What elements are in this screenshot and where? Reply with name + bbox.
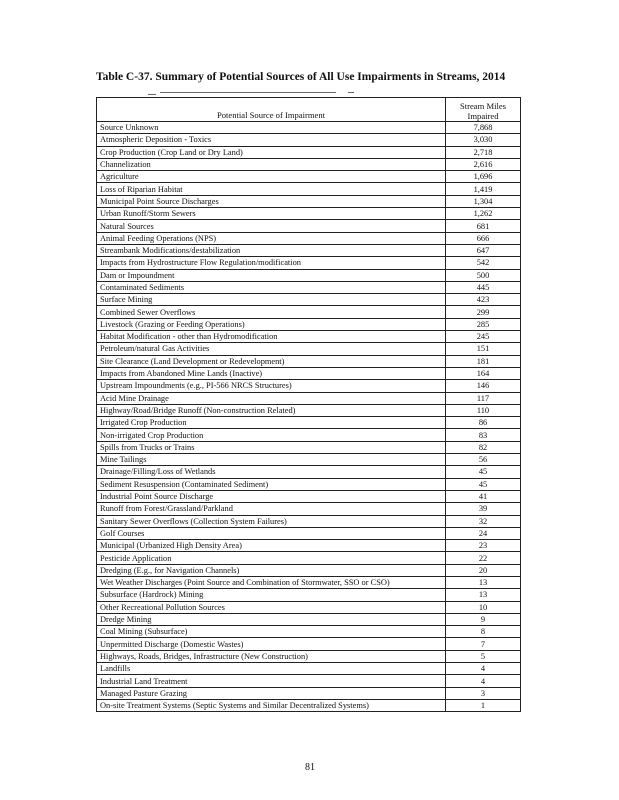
miles-cell: 3 [446,687,521,699]
miles-cell: 110 [446,404,521,416]
title-divider [160,92,336,93]
table-row [97,601,521,613]
source-cell: Urban Runoff/Storm Sewers [97,208,446,220]
table-row [97,675,521,687]
miles-cell: 82 [446,441,521,453]
impairment-sources-table [96,97,521,712]
source-cell: Site Clearance (Land Development or Redevelopment) [97,355,446,367]
table-row [97,417,521,429]
miles-cell: 3,030 [446,134,521,146]
source-cell: Coal Mining (Subsurface) [97,626,446,638]
source-cell: Sanitary Sewer Overflows (Collection System Failures) [97,515,446,527]
table-row [97,134,521,146]
source-cell: Municipal (Urbanized High Density Area) [97,540,446,552]
miles-cell: 1,696 [446,171,521,183]
table-row [97,183,521,195]
source-cell: Drainage/Filling/Loss of Wetlands [97,466,446,478]
miles-cell: 20 [446,564,521,576]
table-row [97,515,521,527]
source-cell: Livestock (Grazing or Feeding Operations) [97,318,446,330]
table-row [97,404,521,416]
table-row [97,429,521,441]
table-row [97,527,521,539]
source-cell: Source Unknown [97,122,446,134]
source-cell: Surface Mining [97,294,446,306]
table-row [97,466,521,478]
miles-cell: 1,419 [446,183,521,195]
miles-cell: 7,868 [446,122,521,134]
table-row [97,564,521,576]
table-row [97,687,521,699]
source-cell: Other Recreational Pollution Sources [97,601,446,613]
table-row [97,171,521,183]
table-row [97,503,521,515]
source-cell: Unpermitted Discharge (Domestic Wastes) [97,638,446,650]
miles-cell: 4 [446,663,521,675]
table-row [97,613,521,625]
table-row [97,208,521,220]
source-cell: Impacts from Hydrostructure Flow Regulation/modification [97,257,446,269]
source-cell: Municipal Point Source Discharges [97,195,446,207]
source-cell: Highway/Road/Bridge Runoff (Non-construction Related) [97,404,446,416]
page-number: 81 [305,762,315,773]
source-cell: Irrigated Crop Production [97,417,446,429]
miles-cell: 151 [446,343,521,355]
table-row [97,638,521,650]
source-cell: Crop Production (Crop Land or Dry Land) [97,146,446,158]
source-cell: Loss of Riparian Habitat [97,183,446,195]
miles-cell: 445 [446,281,521,293]
miles-cell: 1,262 [446,208,521,220]
table-row [97,232,521,244]
miles-cell: 45 [446,478,521,490]
miles-cell: 32 [446,515,521,527]
table-row [97,576,521,588]
miles-cell: 86 [446,417,521,429]
header-miles-line2: Impaired [467,111,499,121]
miles-cell: 299 [446,306,521,318]
source-cell: Animal Feeding Operations (NPS) [97,232,446,244]
miles-cell: 1 [446,699,521,711]
table-row [97,220,521,232]
table-row [97,146,521,158]
header-stream-miles [446,98,521,122]
title-divider [148,94,156,95]
table-row [97,392,521,404]
source-cell: On-site Treatment Systems (Septic Systems and Similar Decentralized Systems) [97,699,446,711]
table-row [97,306,521,318]
source-cell: Pesticide Application [97,552,446,564]
source-cell: Spills from Trucks or Trains [97,441,446,453]
header-potential-source: Potential Source of Impairment [97,98,446,122]
miles-cell: 2,616 [446,158,521,170]
miles-cell: 666 [446,232,521,244]
source-cell: Petroleum/natural Gas Activities [97,343,446,355]
table-row [97,454,521,466]
source-cell: Highways, Roads, Bridges, Infrastructure (New Construction) [97,650,446,662]
source-cell: Agriculture [97,171,446,183]
miles-cell: 22 [446,552,521,564]
table-row [97,650,521,662]
miles-cell: 423 [446,294,521,306]
source-cell: Impacts from Abandoned Mine Lands (Inactive) [97,367,446,379]
source-cell: Landfills [97,663,446,675]
title-divider [348,92,354,93]
table-row [97,294,521,306]
source-cell: Contaminated Sediments [97,281,446,293]
source-cell: Golf Courses [97,527,446,539]
miles-cell: 13 [446,576,521,588]
miles-cell: 7 [446,638,521,650]
table-row [97,244,521,256]
source-cell: Dam or Impoundment [97,269,446,281]
table-row [97,663,521,675]
source-cell: Industrial Point Source Discharge [97,490,446,502]
table-row [97,331,521,343]
table-header-row [97,98,521,122]
table-row [97,552,521,564]
source-cell: Runoff from Forest/Grassland/Parkland [97,503,446,515]
table-body [97,122,521,712]
miles-cell: 500 [446,269,521,281]
source-cell: Managed Pasture Grazing [97,687,446,699]
source-cell: Sediment Resuspension (Contaminated Sediment) [97,478,446,490]
table-row [97,318,521,330]
source-cell: Upstream Impoundments (e.g., PI-566 NRCS Structures) [97,380,446,392]
source-cell: Atmospheric Deposition - Toxics [97,134,446,146]
table-row [97,122,521,134]
miles-cell: 45 [446,466,521,478]
table-row [97,269,521,281]
table-row [97,589,521,601]
miles-cell: 2,718 [446,146,521,158]
source-cell: Habitat Modification - other than Hydromodification [97,331,446,343]
source-cell: Non-irrigated Crop Production [97,429,446,441]
source-cell: Streambank Modifications/destabilization [97,244,446,256]
miles-cell: 647 [446,244,521,256]
miles-cell: 10 [446,601,521,613]
source-cell: Dredging (E.g., for Navigation Channels) [97,564,446,576]
table-row [97,478,521,490]
miles-cell: 5 [446,650,521,662]
table-row [97,367,521,379]
miles-cell: 681 [446,220,521,232]
miles-cell: 542 [446,257,521,269]
miles-cell: 13 [446,589,521,601]
source-cell: Channelization [97,158,446,170]
source-cell: Acid Mine Drainage [97,392,446,404]
header-miles-line1: Stream Miles [459,101,507,111]
table-row [97,343,521,355]
table-row [97,490,521,502]
miles-cell: 39 [446,503,521,515]
miles-cell: 4 [446,675,521,687]
source-cell: Dredge Mining [97,613,446,625]
miles-cell: 9 [446,613,521,625]
table-row [97,158,521,170]
source-cell: Industrial Land Treatment [97,675,446,687]
miles-cell: 117 [446,392,521,404]
miles-cell: 56 [446,454,521,466]
miles-cell: 285 [446,318,521,330]
source-cell: Subsurface (Hardrock) Mining [97,589,446,601]
table-row [97,380,521,392]
source-cell: Combined Sewer Overflows [97,306,446,318]
table-row [97,540,521,552]
miles-cell: 245 [446,331,521,343]
table-row [97,699,521,711]
miles-cell: 8 [446,626,521,638]
miles-cell: 24 [446,527,521,539]
miles-cell: 1,304 [446,195,521,207]
miles-cell: 83 [446,429,521,441]
miles-cell: 164 [446,367,521,379]
table-row [97,195,521,207]
source-cell: Wet Weather Discharges (Point Source and Combination of Stormwater, SSO or CSO) [97,576,446,588]
table-row [97,257,521,269]
source-cell: Natural Sources [97,220,446,232]
table-row [97,355,521,367]
miles-cell: 146 [446,380,521,392]
miles-cell: 181 [446,355,521,367]
miles-cell: 41 [446,490,521,502]
miles-cell: 23 [446,540,521,552]
table-row [97,441,521,453]
table-row [97,281,521,293]
table-row [97,626,521,638]
source-cell: Mine Tailings [97,454,446,466]
table-title: Table C-37. Summary of Potential Sources of All Use Impairments in Streams, 2014 [96,71,506,83]
